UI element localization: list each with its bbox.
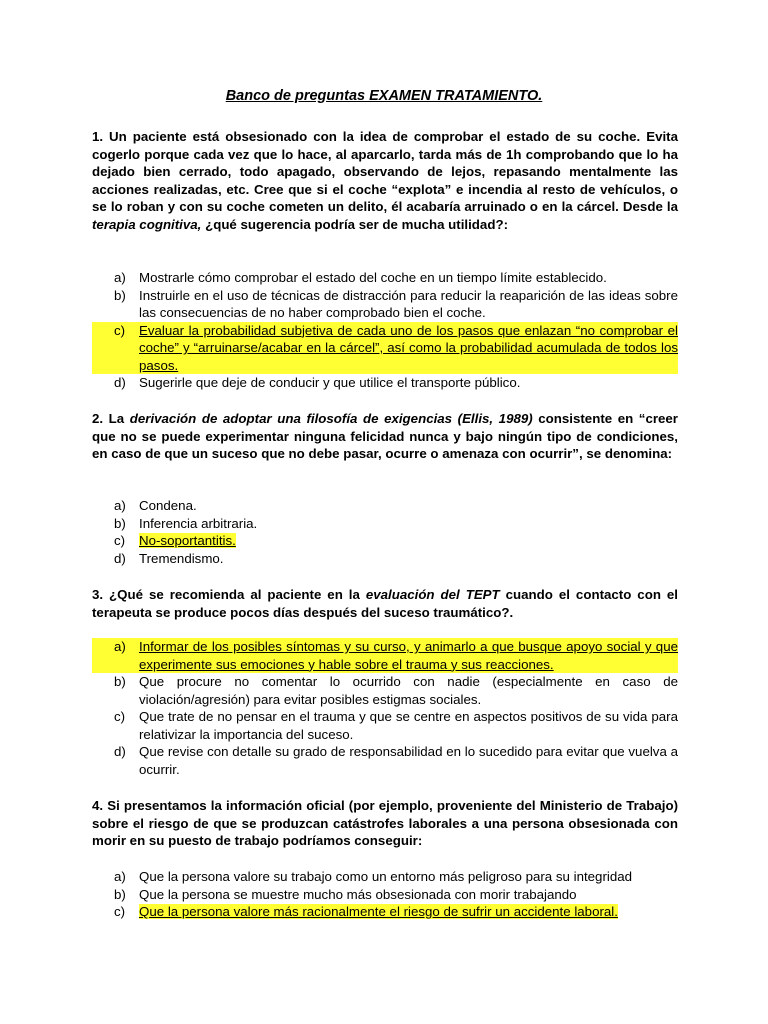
option-3d: d) Que revise con detalle su grado de responsabilidad en lo sucedido para evitar que vuelva a ocurrir. — [114, 744, 678, 777]
option-3c: c) Que trate de no pensar en el trauma y que se centre en aspectos positivos de su vida para relativizar la importancia del suceso. — [114, 709, 678, 742]
question-1 — [92, 128, 678, 233]
question-4-options — [92, 868, 678, 921]
option-2a: a) Condena. — [114, 498, 197, 513]
option-3b: b) Que procure no comentar lo ocurrido con nadie (especialmente en caso de violación/agresión) para evitar posibles estigmas sociales. — [114, 674, 678, 707]
option-2d: d) Tremendismo. — [114, 550, 224, 566]
option-4c-correct: c) Que la persona valore más racionalmente el riesgo de sufrir un accidente laboral. — [114, 904, 618, 919]
question-3 — [92, 586, 678, 621]
question-4-stem: 4. Si presentamos la información oficial (por ejemplo, proveniente del Ministerio de Trabajo) sobre el riesgo de que se produzcan catástrofes laborales a una persona obsesionada con morir en su puesto de trabajo podríamos conseguir: — [92, 798, 678, 848]
question-1-stem: 1. Un paciente está obsesionado con la idea de comprobar el estado de su coche. Evita cogerlo porque cada vez que lo hace, al aparcarlo, tarda más de 1h comprobando que lo ha dejado bien cerrado, todo apagado, observando de lejos, repasando mentalmente las acciones realizadas, etc. Cree que si el coche “explota” e incendia al resto de vehículos, o se lo roban y con su coche cometen un delito, él acabaría arruinado o en la cárcel. Desde la terapia cognitiva, ¿qué sugerencia podría ser de mucha utilidad?: — [92, 129, 678, 232]
question-4 — [92, 797, 678, 850]
question-3-stem: 3. ¿Qué se recomienda al paciente en la evaluación del TEPT cuando el contacto con el terapeuta se produce pocos días después del suceso traumático?. — [92, 587, 678, 620]
option-4a: a) Que la persona valore su trabajo como un entorno más peligroso para su integridad — [114, 869, 633, 884]
option-1d: d) Sugerirle que deje de conducir y que utilice el transporte público. — [114, 375, 521, 390]
question-2-stem: 2. La derivación de adoptar una filosofía de exigencias (Ellis, 1989) consistente en “creer que no se puede experimentar ninguna felicidad nunca y bajo ningún tipo de condiciones, en caso de que un suceso que no debe pasar, ocurre o amenaza con ocurrir”, se denomina: — [92, 411, 678, 461]
question-2-options — [92, 497, 678, 567]
option-1b: b) Instruirle en el uso de técnicas de distracción para reducir la reaparición de las ideas sobre las consecuencias de no haber comprobado bien el coche. — [114, 287, 678, 320]
option-1a: a) Mostrarle cómo comprobar el estado del coche en un tiempo límite establecido. — [114, 270, 607, 285]
option-3a-correct: a) Informar de los posibles síntomas y su curso, y animarlo a que busque apoyo social y que experimente sus emociones y hable sobre el trauma y sus reacciones. — [92, 638, 678, 673]
option-1c-correct: c) Evaluar la probabilidad subjetiva de cada uno de los pasos que enlazan “no comprobar el coche” y “arruinarse/acabar en la cárcel”, así como la probabilidad acumulada de todos los pasos. — [92, 322, 678, 375]
document-title: Banco de preguntas EXAMEN TRATAMIENTO. — [225, 88, 543, 104]
option-4b: b) Que la persona se muestre mucho más obsesionada con morir trabajando — [114, 886, 577, 902]
question-2 — [92, 410, 678, 463]
option-2b: b) Inferencia arbitraria. — [114, 515, 258, 531]
question-3-options — [92, 638, 678, 778]
option-2c-correct: c) No-soportantitis. — [114, 533, 236, 548]
question-1-options — [92, 269, 678, 392]
